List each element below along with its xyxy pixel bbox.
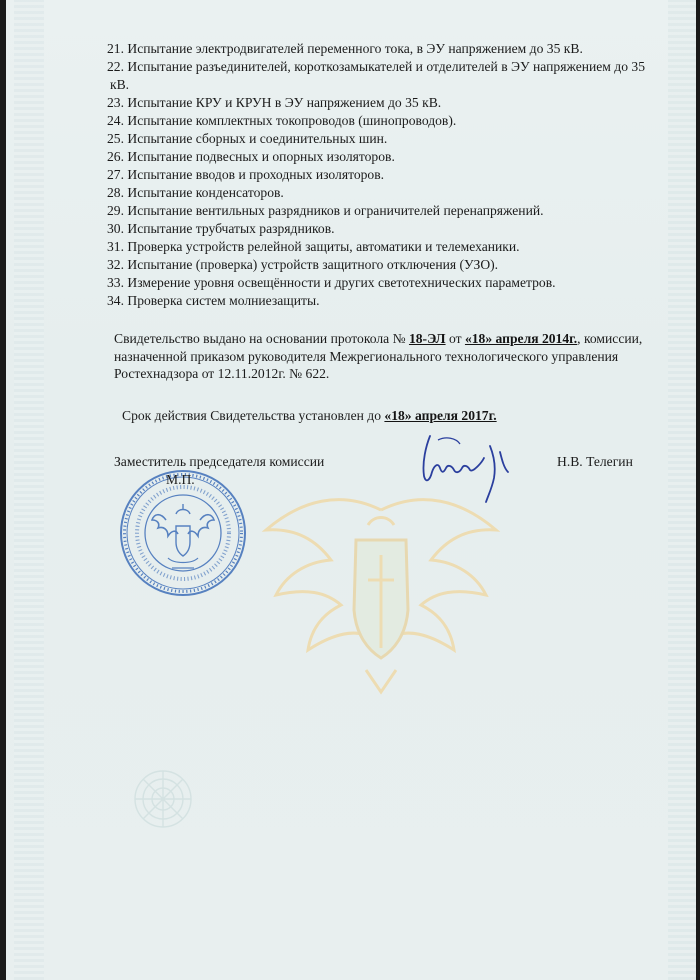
list-item: 30. Испытание трубчатых разрядников. <box>107 221 335 236</box>
basis-prefix: Свидетельство выдано на основании протокола № <box>114 331 409 346</box>
list-item: 22. Испытание разъединителей, короткозамыкателей и отделителей в ЭУ напряжением до 35 кВ. <box>107 59 646 92</box>
decorative-border-right <box>668 0 696 980</box>
seal-place-label: М.П. <box>166 472 195 487</box>
certificate-page <box>6 0 696 980</box>
signatory-position: Заместитель председателя комиссии <box>114 454 325 469</box>
test-list <box>107 40 667 310</box>
validity-prefix: Срок действия Свидетельства установлен до <box>122 408 385 423</box>
issuance-basis-paragraph <box>114 330 654 383</box>
protocol-date: «18» апреля 2014г. <box>464 331 578 346</box>
list-item: 21. Испытание электродвигателей переменного тока, в ЭУ напряжением до 35 кВ. <box>107 41 583 56</box>
decorative-border-left <box>14 0 44 980</box>
rosette-ornament <box>132 768 194 830</box>
list-item: 31. Проверка устройств релейной защиты, автоматики и телемеханики. <box>107 239 520 254</box>
signatory-name: Н.В. Телегин <box>557 454 633 469</box>
list-item: 23. Испытание КРУ и КРУН в ЭУ напряжением до 35 кВ. <box>107 95 442 110</box>
protocol-number: 18-ЭЛ <box>408 331 446 346</box>
list-item: 32. Испытание (проверка) устройств защитного отключения (УЗО). <box>107 257 499 272</box>
validity-term <box>122 408 497 424</box>
list-item: 25. Испытание сборных и соединительных шин. <box>107 131 388 146</box>
list-item: 29. Испытание вентильных разрядников и ограничителей перенапряжений. <box>107 203 544 218</box>
basis-middle: от <box>445 331 465 346</box>
list-item: 33. Измерение уровня освещённости и других светотехнических параметров. <box>107 275 556 290</box>
eagle-emblem-watermark <box>246 470 516 700</box>
list-item: 27. Испытание вводов и проходных изоляторов. <box>107 167 385 182</box>
list-item: 28. Испытание конденсаторов. <box>107 185 284 200</box>
list-item: 34. Проверка систем молниезащиты. <box>107 293 320 308</box>
list-item: 26. Испытание подвесных и опорных изоляторов. <box>107 149 395 164</box>
handwritten-signature <box>416 432 516 504</box>
list-item: 24. Испытание комплектных токопроводов (шинопроводов). <box>107 113 457 128</box>
basis-suffix: , комиссии, назначенной приказом руководителя Межрегионального технологического управления Ростехнадзора от 12.11.2012г. № 622. <box>114 331 643 381</box>
validity-date: «18» апреля 2017г. <box>384 408 497 423</box>
